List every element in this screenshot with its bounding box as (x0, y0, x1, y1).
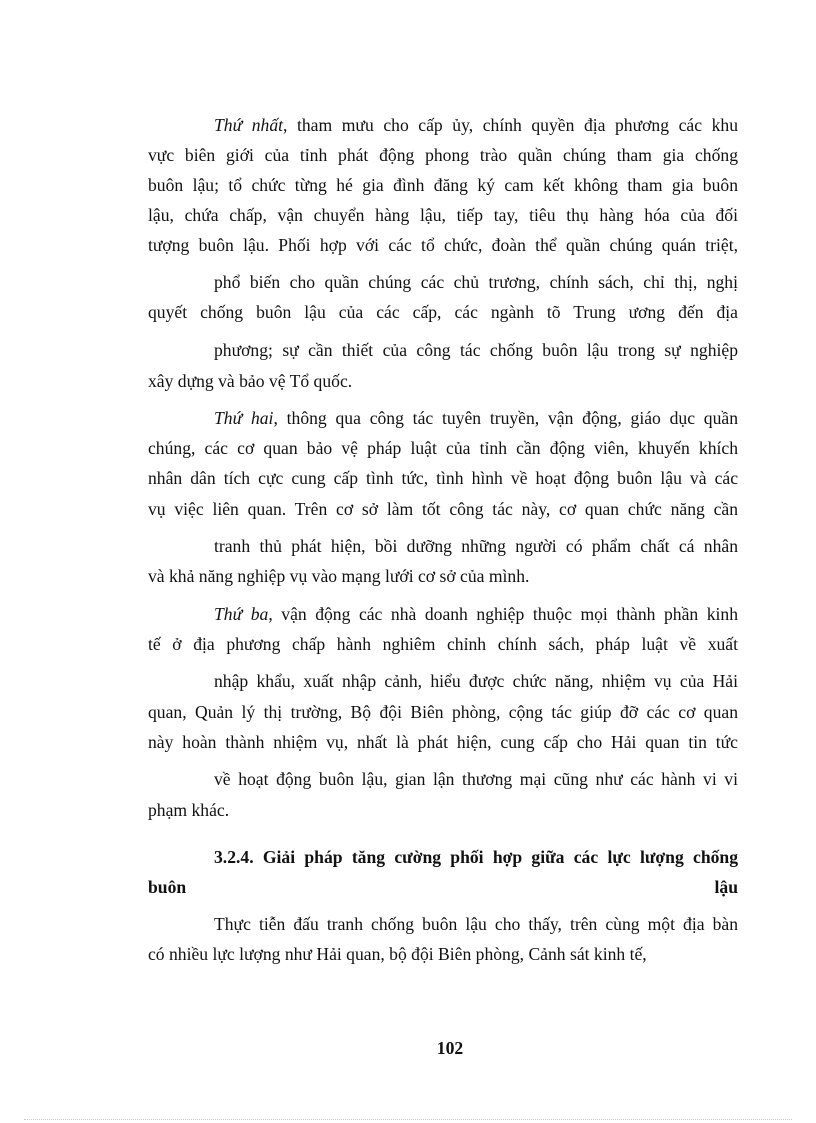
section-heading: 3.2.4. Giải pháp tăng cường phối hợp giữa các lực lượng chống (214, 847, 738, 867)
section-heading-continuation: buôn lậu (148, 877, 738, 897)
paragraph-line: phương; sự cần thiết của công tác chống buôn lậu trong sự nghiệp (214, 340, 738, 360)
paragraph-line: tranh thủ phát hiện, bồi dưỡng những người có phẩm chất cá nhân (214, 536, 738, 556)
paragraph-lead: Thứ nhất (214, 115, 284, 135)
page-number: 102 (436, 1038, 464, 1058)
paragraph-line: lậu, chứa chấp, vận chuyển hàng lậu, tiếp tay, tiêu thụ hàng hóa của đối (148, 205, 738, 225)
paragraph-line: phạm khác. (148, 800, 230, 820)
paragraph-line: quan, Quản lý thị trường, Bộ đội Biên phòng, cộng tác giúp đỡ các cơ quan (148, 702, 738, 722)
paragraph-line: vực biên giới của tỉnh phát động phong trào quần chúng tham gia chống (148, 145, 738, 165)
paragraph-line: tế ở địa phương chấp hành nghiêm chỉnh chính sách, pháp luật về xuất (148, 634, 738, 654)
paragraph-line (214, 407, 738, 429)
page-bottom-border (24, 1119, 792, 1120)
paragraph-line: vụ việc liên quan. Trên cơ sở làm tốt công tác này, cơ quan chức năng cần (148, 499, 738, 519)
paragraph-line: này hoàn thành nhiệm vụ, nhất là phát hiện, cung cấp cho Hải quan tin tức (148, 732, 738, 752)
paragraph-lead: Thứ ba (214, 604, 269, 624)
paragraph-line: chúng, các cơ quan bảo vệ pháp luật của tỉnh cần động viên, khuyến khích (148, 438, 738, 458)
paragraph-line: buôn lậu; tổ chức từng hé gia đình đăng ký cam kết không tham gia buôn (148, 175, 738, 195)
line-text: , tham mưu cho cấp ủy, chính quyền địa phương các khu (283, 115, 738, 135)
paragraph-line: có nhiều lực lượng như Hải quan, bộ đội Biên phòng, Cảnh sát kinh tế, (148, 944, 647, 964)
paragraph-line: về hoạt động buôn lậu, gian lận thương mại cũng như các hành vi vi (214, 769, 738, 789)
line-text: , vận động các nhà doanh nghiệp thuộc mọi thành phần kinh (268, 604, 739, 624)
paragraph-line: tượng buôn lậu. Phối hợp với các tổ chức, đoàn thể quần chúng quán triệt, (148, 235, 738, 255)
paragraph-line (214, 603, 738, 625)
paragraph-line: phổ biến cho quần chúng các chủ trương, chính sách, chỉ thị, nghị (214, 272, 738, 292)
paragraph-line: và khả năng nghiệp vụ vào mạng lưới cơ sở của mình. (148, 566, 530, 586)
line-text: , thông qua công tác tuyên truyền, vận động, giáo dục quần (273, 408, 739, 428)
paragraph-line: xây dựng và bảo vệ Tổ quốc. (148, 371, 353, 391)
paragraph-line (214, 114, 738, 136)
paragraph-lead: Thứ hai (214, 408, 274, 428)
paragraph-line: quyết chống buôn lậu của các cấp, các ngành tõ Trung ương đến địa (148, 302, 738, 322)
paragraph-line: Thực tiễn đấu tranh chống buôn lậu cho thấy, trên cùng một địa bàn (214, 914, 738, 934)
paragraph-line: nhập khẩu, xuất nhập cảnh, hiểu được chức năng, nhiệm vụ của Hải (214, 671, 738, 691)
paragraph-line: nhân dân tích cực cung cấp tình tức, tình hình về hoạt động buôn lậu và các (148, 468, 738, 488)
